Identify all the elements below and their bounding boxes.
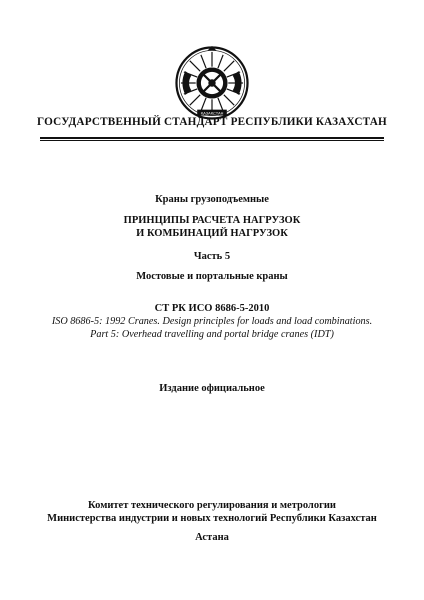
header-title: ГОСУДАРСТВЕННЫЙ СТАНДАРТ РЕСПУБЛИКИ КАЗАХСТАН [37,116,387,128]
standard-code: СТ РК ИСО 8686-5-2010 [154,303,270,314]
header-rule-thin [40,140,384,141]
publisher-line1: Комитет технического регулирования и метрологии [88,500,336,511]
document-part: Часть 5 [193,251,231,262]
document-subtitle: Мостовые и портальные краны [136,271,288,282]
document-title-line2: И КОМБИНАЦИЙ НАГРУЗОК [136,228,288,239]
iso-reference-line2: Part 5: Overhead travelling and portal bridge cranes (IDT) [90,329,334,340]
publication-city: Астана [195,532,229,543]
header-rule-thick [40,137,384,139]
svg-text:ҚАЗАҚСТАН: ҚАЗАҚСТАН [200,111,224,116]
publisher-line2: Министерства индустрии и новых технологий Республики Казахстан [47,513,377,524]
edition-label: Издание официальное [159,383,265,394]
document-title-line1: ПРИНЦИПЫ РАСЧЕТА НАГРУЗОК [123,215,301,226]
iso-reference-line1: ISO 8686-5: 1992 Cranes. Design principles for loads and load combinations. [51,316,373,327]
state-emblem-icon [175,46,249,120]
document-category: Краны грузоподъемные [155,194,269,205]
